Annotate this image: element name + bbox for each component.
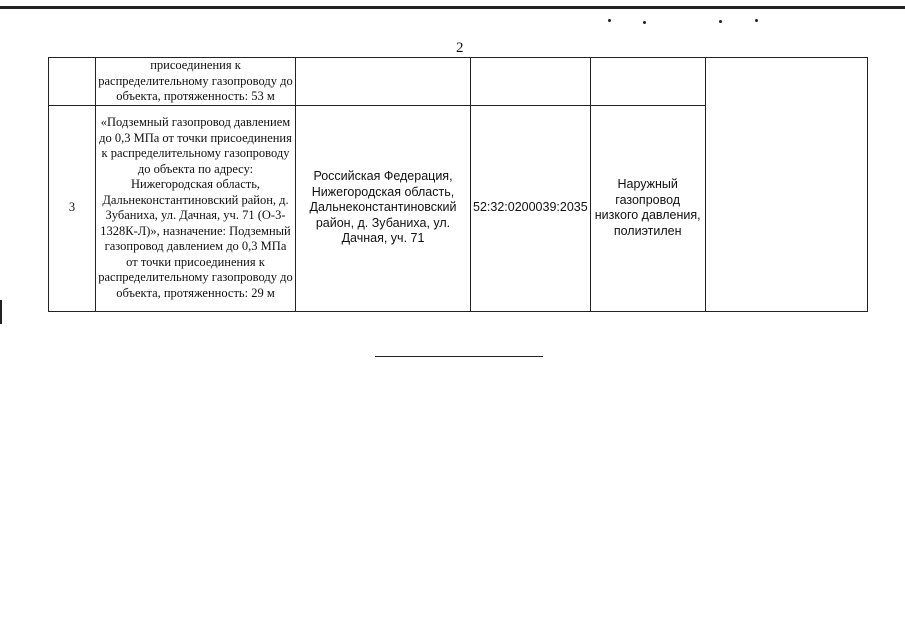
address-cell: Российская Федерация, Нижегородская область, Дальнеконстантиновский район, д. Зубаниха, ул. Дачная, уч. 71 xyxy=(296,105,471,311)
characteristics-cell: Наружный газопровод низкого давления, полиэтилен xyxy=(590,105,705,311)
object-description-cell: «Подземный газопровод давлением до 0,3 МПа от точки присоединения к распределительному газопроводу до объекта по адресу: Нижегородская область, Дальнеконстантиновский район, д. Зубаниха, ул. Дачная, уч. 71 (О-3-1328К-Л)», назначение: Подземный газопровод давлением до 0,3 МПа от точки присоединения к распределительному газопроводу до объекта, протяженность: 29 м xyxy=(96,105,296,311)
cadastral-number-cell xyxy=(471,58,591,106)
scan-speck xyxy=(608,19,611,22)
characteristics-cell xyxy=(590,58,705,106)
property-table xyxy=(48,57,868,312)
notes-cell xyxy=(705,58,867,312)
scan-margin-mark xyxy=(0,300,2,324)
end-of-document-rule xyxy=(375,356,543,357)
address-cell xyxy=(296,58,471,106)
table-row xyxy=(49,58,868,106)
object-description-cell: присоединения к распределительному газопроводу до объекта, протяженность: 53 м xyxy=(96,58,296,106)
row-number-cell: 3 xyxy=(49,105,96,311)
scan-speck xyxy=(719,20,722,23)
row-number-cell xyxy=(49,58,96,106)
page-number: 2 xyxy=(456,40,464,56)
scan-speck xyxy=(643,21,646,24)
cadastral-number-cell: 52:32:0200039:2035 xyxy=(471,105,591,311)
scan-speck xyxy=(755,19,758,22)
scan-top-line xyxy=(0,6,905,9)
